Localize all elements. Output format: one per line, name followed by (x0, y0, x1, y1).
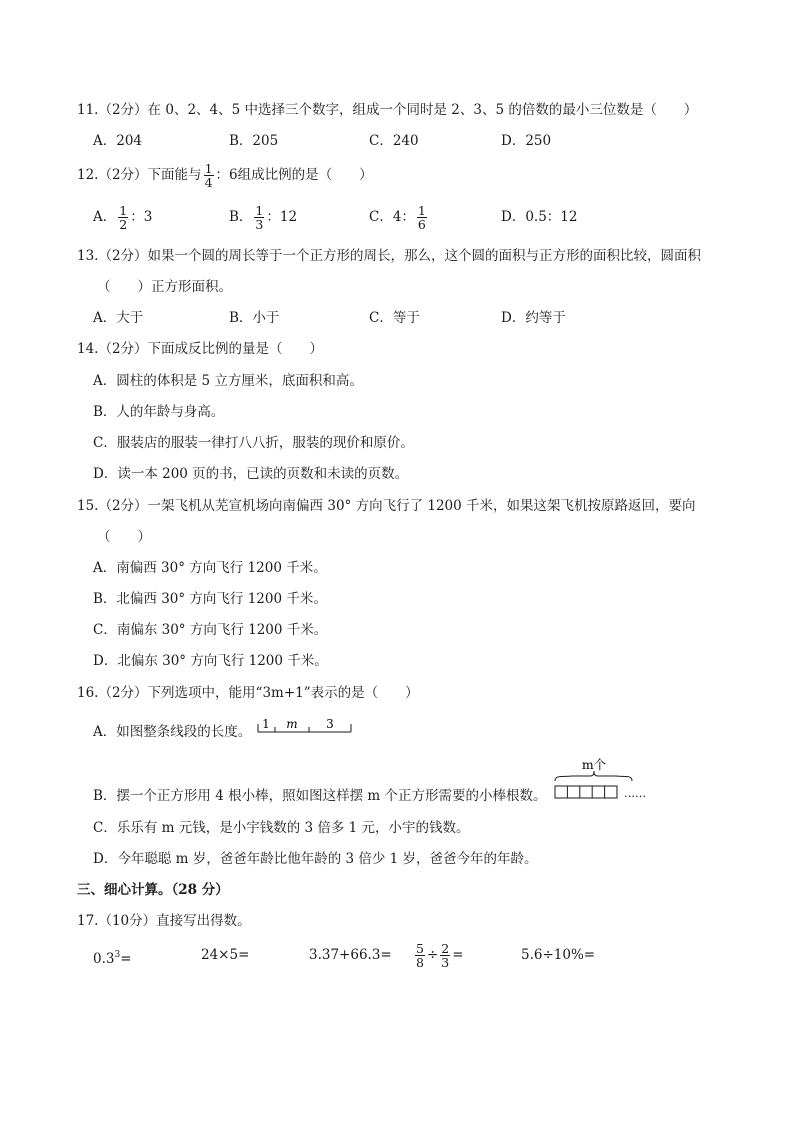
q12-a-fraction (118, 204, 128, 231)
q12-option-a (93, 202, 152, 232)
q12-a-num: 1 (119, 203, 128, 218)
q15-option-a: A．南偏西 30° 方向飞行 1200 千米。 (93, 560, 327, 576)
q12-a-rest: ：3 (130, 209, 153, 225)
q17-e4-den2: 3 (441, 955, 450, 970)
q14-option-d: D．读一本 200 页的书，已读的页数和未读的页数。 (93, 466, 409, 482)
q14-stem: 14.（2分）下面成反比例的量是（ ） (77, 341, 324, 357)
q12-b-num: 1 (255, 203, 264, 218)
q17-expr-4 (413, 934, 464, 976)
q12-a-den: 2 (119, 217, 128, 232)
q17-stem: 17.（10分）直接写出得数。 (77, 913, 251, 929)
q17-expr-3: 3.37+66.3= (309, 947, 392, 963)
q12-option-d: D．0.5：12 (501, 209, 578, 225)
q17-expr-1 (93, 946, 132, 968)
q13-option-b: B．小于 (229, 310, 280, 326)
q12-suffix: ：6组成比例的是（ ） (215, 167, 373, 183)
q15-line2: （ ） (97, 529, 151, 545)
squares-diagram (552, 755, 652, 801)
q17-e1-exponent: 3 (114, 950, 121, 960)
q11-option-a: A．204 (93, 133, 143, 149)
q12-stem (77, 160, 373, 190)
q12-option-c (369, 202, 429, 232)
q16-option-a: A．如图整条线段的长度。 (93, 724, 252, 740)
squares-label: m个 (581, 757, 607, 772)
q12-a-label: A． (93, 209, 117, 225)
segment-label-m: m (286, 717, 298, 731)
q17-expr-2: 24×5= (201, 947, 250, 963)
q14-option-b: B．人的年龄与身高。 (93, 404, 225, 420)
q13-line1: 13.（2分）如果一个圆的周长等于一个正方形的周长，那么，这个圆的面积与正方形的面积比较，圆面积 (77, 248, 702, 264)
q12-prefix: 12.（2分）下面能与 (77, 167, 202, 183)
q17-e4-frac2 (440, 942, 450, 969)
q12-c-fraction (417, 204, 427, 231)
q11-stem: 11.（2分）在 0、2、4、5 中选择三个数字，组成一个同时是 2、3、5 的倍数的最小三位数是（ ） (77, 102, 698, 118)
q17-e1-base: 0.3 (93, 951, 115, 967)
q12-c-label: C．4： (369, 209, 415, 225)
squares-brace (555, 771, 632, 781)
q12-c-den: 6 (417, 217, 426, 232)
q15-line1: 15.（2分）一架飞机从芜宣机场向南偏西 30° 方向飞行了 1200 千米，如果这架飞机按原路返回，要向 (77, 498, 696, 514)
q12-frac-den: 4 (204, 175, 213, 190)
q15-option-c: C．南偏东 30° 方向飞行 1200 千米。 (93, 622, 328, 638)
q17-e1-equals: = (120, 951, 132, 967)
q14-option-a: A．圆柱的体积是 5 立方厘米，底面积和高。 (93, 373, 363, 389)
q13-option-d: D．约等于 (501, 310, 566, 326)
segment-label-1: 1 (262, 717, 270, 731)
q17-e4-num2: 2 (441, 941, 450, 956)
q12-option-b (229, 202, 297, 232)
q11-option-c: C．240 (369, 133, 419, 149)
q17-e4-den1: 8 (416, 955, 424, 970)
q12-fraction (204, 162, 214, 189)
q13-option-c: C．等于 (369, 310, 420, 326)
q16-stem: 16.（2分）下列选项中，能用“3m+1”表示的是（ ） (77, 685, 419, 701)
q17-e4-frac1 (415, 942, 425, 969)
squares-ellipsis: …… (624, 787, 646, 800)
q15-option-b: B．北偏西 30° 方向飞行 1200 千米。 (93, 591, 327, 607)
q11-option-d: D．250 (501, 133, 552, 149)
q12-b-label: B． (229, 209, 253, 225)
q17-e4-num1: 5 (416, 941, 424, 956)
q11-option-b: B．205 (229, 133, 279, 149)
q16-option-d: D．今年聪聪 m 岁，爸爸年龄比他年龄的 3 倍少 1 岁，爸爸今年的年龄。 (93, 851, 538, 867)
q16-option-b: B．摆一个正方形用 4 根小棒，照如图这样摆 m 个正方形需要的小棒根数。 (93, 788, 547, 804)
segment-label-3: 3 (326, 717, 334, 731)
q12-frac-num: 1 (204, 161, 213, 176)
section-heading: 三、细心计算。（28 分） (77, 882, 229, 898)
squares-outline (555, 786, 617, 798)
q15-option-d: D．北偏东 30° 方向飞行 1200 千米。 (93, 653, 328, 669)
segment-diagram (256, 714, 356, 738)
q14-option-c: C．服装店的服装一律打八八折，服装的现价和原价。 (93, 435, 414, 451)
q17-expr-5: 5.6÷10%= (521, 947, 596, 963)
q17-e4-equals: = (452, 947, 464, 963)
q12-b-rest: ：12 (266, 209, 298, 225)
q12-c-num: 1 (417, 203, 426, 218)
q16-option-c: C．乐乐有 m 元钱，是小宇钱数的 3 倍多 1 元，小宇的钱数。 (93, 820, 470, 836)
q12-b-fraction (254, 204, 264, 231)
q13-line2: （ ）正方形面积。 (97, 279, 232, 295)
q13-option-a: A．大于 (93, 310, 144, 326)
q17-e4-divide: ÷ (426, 947, 439, 963)
q12-b-den: 3 (255, 217, 264, 232)
